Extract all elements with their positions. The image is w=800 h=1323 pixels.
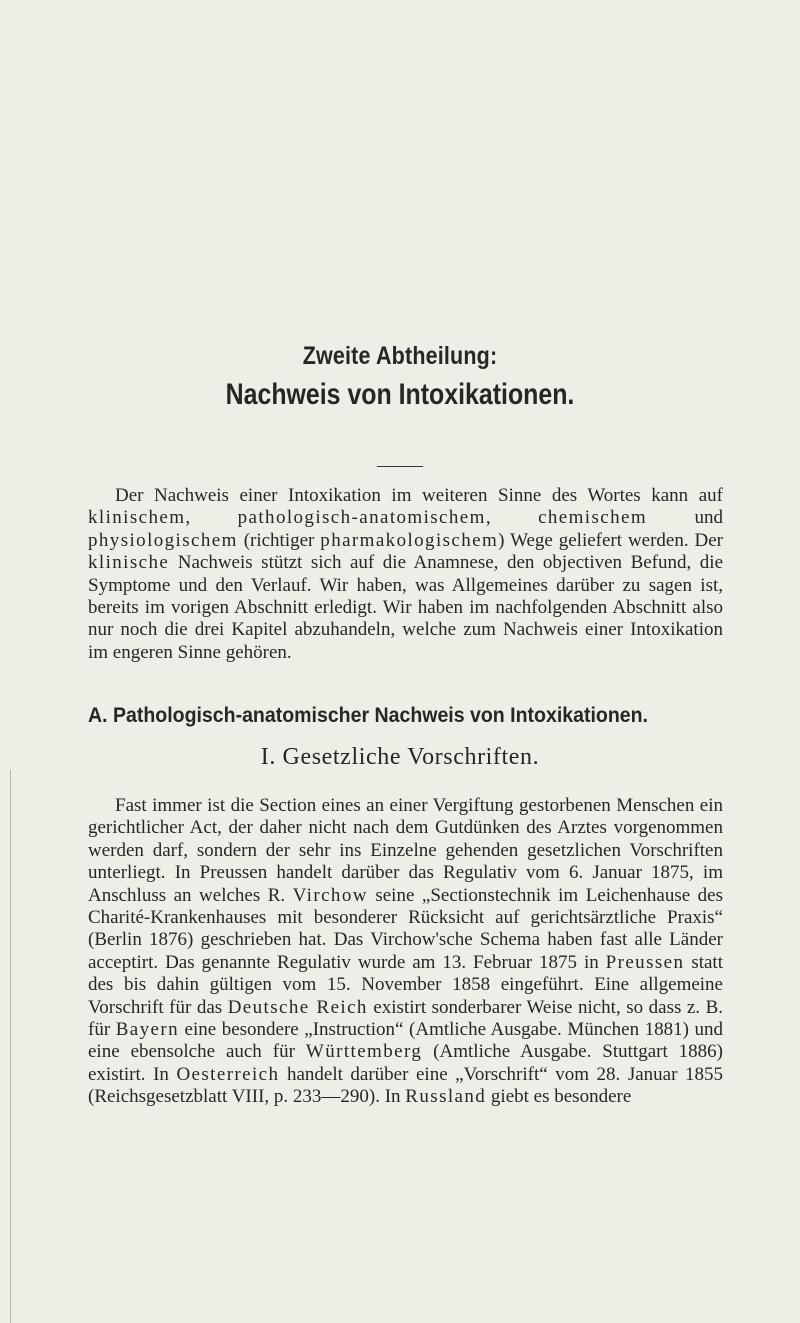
subsection-heading: A. Pathologisch-anatomischer Nachweis von Intoxikationen.	[88, 704, 648, 727]
spaced-term: Russland	[405, 1086, 487, 1108]
spaced-term: Virchow	[292, 884, 368, 906]
body-paragraph	[88, 795, 723, 1109]
chapter-heading: I. Gesetzliche Vorschriften.	[260, 744, 540, 770]
spaced-term: klinische	[88, 552, 170, 574]
title-divider	[377, 466, 423, 467]
text-run: eine besondere „Instruction“ (Amtliche Ausgabe. München 1881) und eine ebensolche auch für	[88, 1019, 723, 1063]
text-run: Nachweis stützt sich auf die Anamnese, den objectiven Befund, die Symptome und den Verlauf. Wir haben, was Allgemeines darüber zu sagen ist, bereits im vorigen Abschnitt erledigt. Wir haben im nachfolgenden Abschnitt also nur noch die drei Kapitel abzuhandeln, welche zum Nachweis einer Intoxikation im engeren Sinne gehören.	[88, 552, 723, 663]
text-run: (richtiger	[237, 529, 321, 551]
spaced-term: klinischem	[88, 507, 186, 529]
text-run: ,	[485, 507, 539, 529]
spaced-term: Oesterreich	[176, 1063, 280, 1085]
main-title: Nachweis von Intoxikationen.	[225, 378, 575, 411]
text-run: und	[647, 507, 724, 529]
section-heading: Zweite Abtheilung:	[302, 342, 498, 370]
spaced-term: Württemberg	[305, 1041, 423, 1063]
text-run: seine „Sectionstechnik im Leichenhause des Charité-Krankenhauses mit besonderer Rücksicht auf gerichtsärztliche Praxis“ (Berlin 1876) geschrieben hat. Das Virchow'sche Schema haben fast alle Länder acceptirt. Das genannte Regulativ wurde am 13. Februar 1875 in	[88, 884, 723, 973]
text-run: Fast immer ist die Section eines an einer Vergiftung gestorbenen Menschen ein gerichtlicher Act, der daher nicht nach dem Gutdünken des Arztes vorgenommen werden darf, sondern der sehr ins Einzelne gehenden gesetzlichen Vorschriften unterliegt. In Preussen handelt darüber das Regulativ vom 6. Januar 1875, im Anschluss an welches R.	[88, 795, 723, 906]
spaced-term: chemischem	[538, 507, 648, 529]
intro-paragraph	[88, 485, 723, 664]
text-run: statt des bis dahin gültigen vom 15. November 1858 eingeführt. Eine allgemeine Vorschrift für das	[88, 951, 723, 1018]
text-run: (Amtliche Ausgabe. Stuttgart 1886) existirt. In	[88, 1041, 724, 1085]
text-run: giebt es besondere	[486, 1086, 632, 1108]
text-run: Der Nachweis einer Intoxikation im weiteren Sinne des Wortes kann auf	[115, 485, 723, 506]
spaced-term: physiologischem	[88, 529, 238, 551]
text-run: ,	[185, 507, 238, 529]
text-run: existirt sonderbarer Weise nicht, so dass z. B. für	[88, 996, 723, 1041]
text-run: ) Wege geliefert werden. Der	[498, 529, 724, 551]
spaced-term: pharmakologischem	[320, 529, 499, 551]
spaced-term: Bayern	[115, 1019, 179, 1041]
text-run: handelt darüber eine „Vorschrift“ vom 28. Januar 1855 (Reichsgesetzblatt VIII, p. 233—290). In	[88, 1063, 723, 1108]
spaced-term: Deutsche Reich	[227, 996, 368, 1018]
spaced-term: pathologisch-anatomischem	[237, 507, 486, 529]
spaced-term: Preussen	[605, 951, 685, 973]
scan-margin-line	[10, 770, 11, 1323]
